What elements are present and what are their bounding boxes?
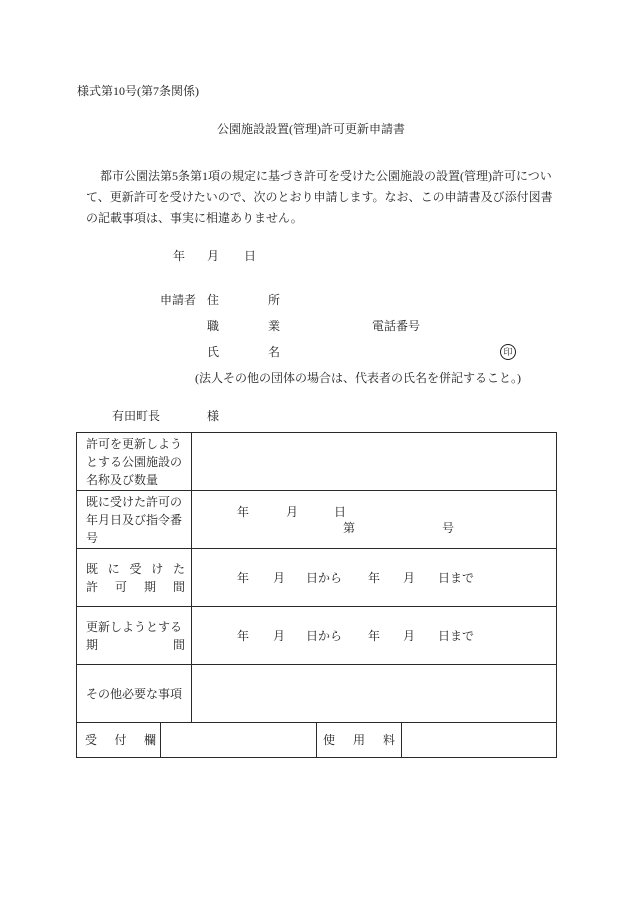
label-character: 間 bbox=[172, 637, 185, 652]
renewal-period-from-month: 月 bbox=[273, 629, 286, 643]
addressee-honorific: 様 bbox=[207, 409, 220, 423]
label-character: 受 bbox=[85, 733, 98, 747]
reception-label bbox=[85, 733, 156, 747]
label-character: た bbox=[172, 561, 185, 576]
previous-permit-label-line: 年月日及び指令番 bbox=[86, 512, 183, 527]
other-matters-value-cell bbox=[192, 665, 557, 723]
table-row-previous-permit bbox=[77, 491, 557, 549]
phone-number-label: 電話番号 bbox=[372, 319, 421, 333]
renewal-period-to-month: 月 bbox=[403, 629, 416, 643]
renewal-period-to-day: 日まで bbox=[438, 629, 475, 643]
fee-label-cell bbox=[317, 723, 402, 758]
label-character: 氏 bbox=[207, 345, 220, 359]
previous-permit-month-label: 月 bbox=[286, 505, 299, 519]
permit-number-suffix: 号 bbox=[442, 521, 455, 535]
label-character: 職 bbox=[207, 319, 220, 333]
label-character: 既 bbox=[86, 561, 99, 576]
name-label bbox=[207, 345, 280, 359]
table-row-previous-period bbox=[77, 549, 557, 607]
previous-permit-label-cell bbox=[77, 491, 192, 549]
addressee-name: 有田町長 bbox=[112, 409, 161, 423]
statement-line: の記載事項は、事実に相違ありません。 bbox=[86, 211, 303, 225]
renewal-period-label-line bbox=[86, 636, 185, 654]
renewal-period-from-day: 日から bbox=[306, 629, 343, 643]
occupation-label bbox=[207, 319, 280, 333]
statement-line: 都市公園法第5条第1項の規定に基づき許可を受けた公園施設の設置(管理)許可につい bbox=[100, 169, 552, 183]
other-matters-label-cell bbox=[77, 665, 192, 723]
address-label bbox=[207, 293, 280, 307]
label-character: 期 bbox=[143, 579, 156, 594]
previous-permit-label-line: 既に受けた許可の bbox=[86, 494, 183, 509]
corporate-applicant-note: (法人その他の団体の場合は、代表者の氏名を併記すること。) bbox=[195, 371, 521, 385]
label-character: 期 bbox=[86, 637, 99, 652]
reception-value-cell bbox=[161, 723, 317, 758]
label-character: 使 bbox=[323, 733, 336, 747]
facility-label-line: 名称及び数量 bbox=[86, 472, 159, 487]
table-row-renewal-period bbox=[77, 607, 557, 665]
facility-label-line: 許可を更新しよう bbox=[86, 436, 183, 451]
label-character: け bbox=[151, 561, 164, 576]
previous-permit-value-cell bbox=[192, 491, 557, 549]
previous-period-value-cell bbox=[192, 549, 557, 607]
facility-value-cell bbox=[192, 433, 557, 491]
label-character: 所 bbox=[267, 293, 280, 307]
statement-line: て、更新許可を受けたいので、次のとおり申請します。なお、この申請書及び添付図書 bbox=[86, 190, 553, 204]
previous-permit-label-line: 号 bbox=[86, 530, 99, 545]
table-row-facility bbox=[77, 433, 557, 491]
label-character: 名 bbox=[267, 345, 280, 359]
label-character: 業 bbox=[267, 319, 280, 333]
renewal-period-label-cell bbox=[77, 607, 192, 665]
date-month-label: 月 bbox=[207, 249, 220, 263]
label-character: 付 bbox=[114, 733, 127, 747]
form-number: 様式第10号(第7条関係) bbox=[77, 84, 199, 98]
fee-value-cell bbox=[402, 723, 557, 758]
form-title: 公園施設設置(管理)許可更新申請書 bbox=[217, 122, 405, 136]
previous-period-from-day: 日から bbox=[306, 571, 343, 585]
reception-label-cell bbox=[77, 723, 161, 758]
seal-mark-icon: 印 bbox=[500, 344, 516, 360]
applicant-label: 申請者 bbox=[160, 293, 197, 307]
table-row-reception-fee bbox=[77, 723, 557, 758]
renewal-period-to-year: 年 bbox=[368, 629, 381, 643]
permit-details-table bbox=[76, 432, 557, 758]
renewal-period-label-line: 更新しようとする bbox=[86, 619, 183, 634]
label-character: 間 bbox=[172, 579, 185, 594]
previous-period-label-cell bbox=[77, 549, 192, 607]
date-year-label: 年 bbox=[173, 249, 186, 263]
label-character: 受 bbox=[129, 561, 142, 576]
previous-period-to-day: 日まで bbox=[438, 571, 475, 585]
previous-permit-day-label: 日 bbox=[334, 505, 347, 519]
previous-permit-year-label: 年 bbox=[237, 505, 250, 519]
label-character: 欄 bbox=[143, 733, 156, 747]
date-day-label: 日 bbox=[244, 249, 257, 263]
fee-label bbox=[323, 733, 395, 747]
permit-number-prefix: 第 bbox=[343, 521, 356, 535]
renewal-period-value-cell bbox=[192, 607, 557, 665]
label-character: 料 bbox=[382, 733, 395, 747]
previous-period-to-year: 年 bbox=[368, 571, 381, 585]
facility-label-line: とする公園施設の bbox=[86, 454, 183, 469]
previous-period-label-line bbox=[86, 560, 185, 578]
table-row-other-matters bbox=[77, 665, 557, 723]
previous-period-label-line bbox=[86, 578, 185, 596]
label-character: 許 bbox=[86, 579, 99, 594]
previous-period-from-year: 年 bbox=[237, 571, 250, 585]
label-character: 用 bbox=[353, 733, 366, 747]
previous-period-to-month: 月 bbox=[403, 571, 416, 585]
label-character: 住 bbox=[207, 293, 220, 307]
other-matters-label: その他必要な事項 bbox=[86, 686, 183, 701]
renewal-period-from-year: 年 bbox=[237, 629, 250, 643]
label-character: に bbox=[107, 561, 120, 576]
previous-period-from-month: 月 bbox=[273, 571, 286, 585]
label-character: 可 bbox=[114, 579, 127, 594]
facility-label-cell bbox=[77, 433, 192, 491]
